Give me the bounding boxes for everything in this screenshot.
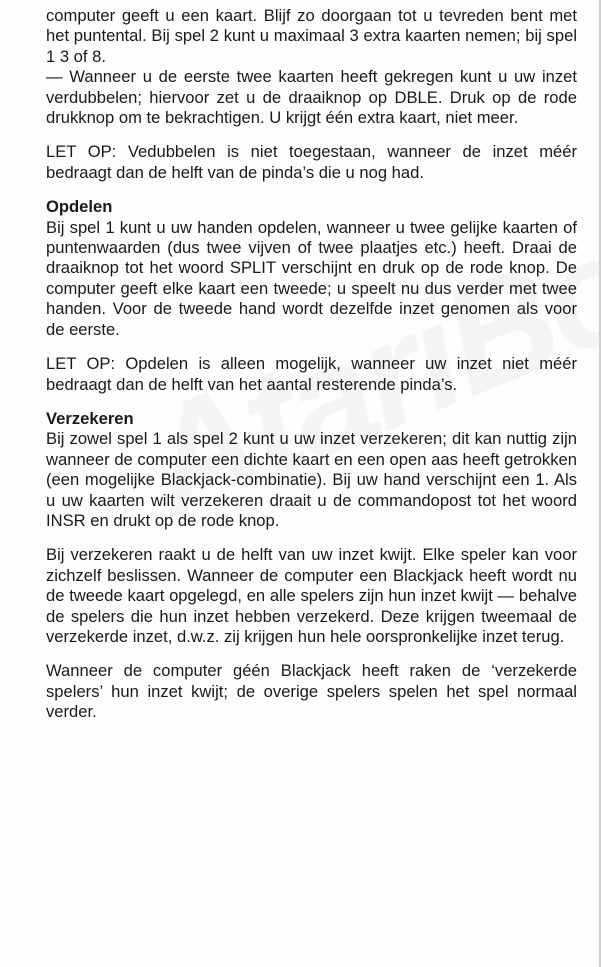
heading-verzekeren: Verzekeren bbox=[46, 408, 134, 428]
paragraph-continuation: computer geeft u een kaart. Blijf zo doorgaan tot u tevreden bent met het puntental. Bij spel 2 kunt u maximaal 3 extra kaarten nemen; bij spel 1 3 of 8. bbox=[46, 6, 577, 66]
paragraph-insurance-details: Bij verzekeren raakt u de helft van uw inzet kwijt. Elke speler kan voor zichzelf beslissen. Wanneer de computer een Blackjack heeft wordt nu de tweede kaart opgelegd, en alle spelers zijn hun inzet kwijt — behalve de spelers die hun inzet hebben verzekerd. Deze krijgen tweemaal de verzekerde inzet, d.w.z. zij krijgen hun hele oorspronkelijke inzet terug. bbox=[46, 545, 577, 646]
paragraph-double-down: — Wanneer u de eerste twee kaarten heeft gekregen kunt u uw inzet verdubbelen; hiervoor zet u de draaiknop op DBLE. Druk op de rode drukknop om te bekrachtigen. U krijgt één extra kaart, niet meer. bbox=[46, 67, 577, 128]
paragraph-insurance: Bij zowel spel 1 als spel 2 kunt u uw inzet verzekeren; dit kan nuttig zijn wanneer de computer een dichte kaart en een open aas heeft getrokken (een mogelijke Blackjack-combinatie). Bij uw hand verschijnt een 1. Als u uw kaarten wilt verzekeren draait u de commandopost tot het woord INSR en drukt op de rode knop. bbox=[46, 429, 577, 530]
paragraph-double-warning: LET OP: Vedubbelen is niet toegestaan, wanneer de inzet méér bedraagt dan de helft van de pinda’s die u nog had. bbox=[46, 142, 577, 182]
heading-opdelen: Opdelen bbox=[46, 197, 113, 217]
paragraph-no-blackjack: Wanneer de computer géén Blackjack heeft raken de ‘verzekerde spelers’ hun inzet kwijt; de overige spelers spelen het spel normaal verder. bbox=[46, 661, 577, 722]
paragraph-split-warning: LET OP: Opdelen is alleen mogelijk, wanneer uw inzet niet méér bedraagt dan de helft van het aantal resterende pinda’s. bbox=[46, 354, 577, 394]
page-text bbox=[46, 6, 577, 737]
paragraph-split: Bij spel 1 kunt u uw handen opdelen, wanneer u twee gelijke kaarten of puntenwaarden (dus twee vijven of twee plaatjes etc.) heeft. Draai de draaiknop tot het woord SPLIT verschijnt en druk op de rode knop. De computer geeft elke kaart een tweede; u speelt nu dus verder met twee handen. Voor de tweede hand wordt dezelfde inzet genomen als voor de eerste. bbox=[46, 217, 577, 339]
